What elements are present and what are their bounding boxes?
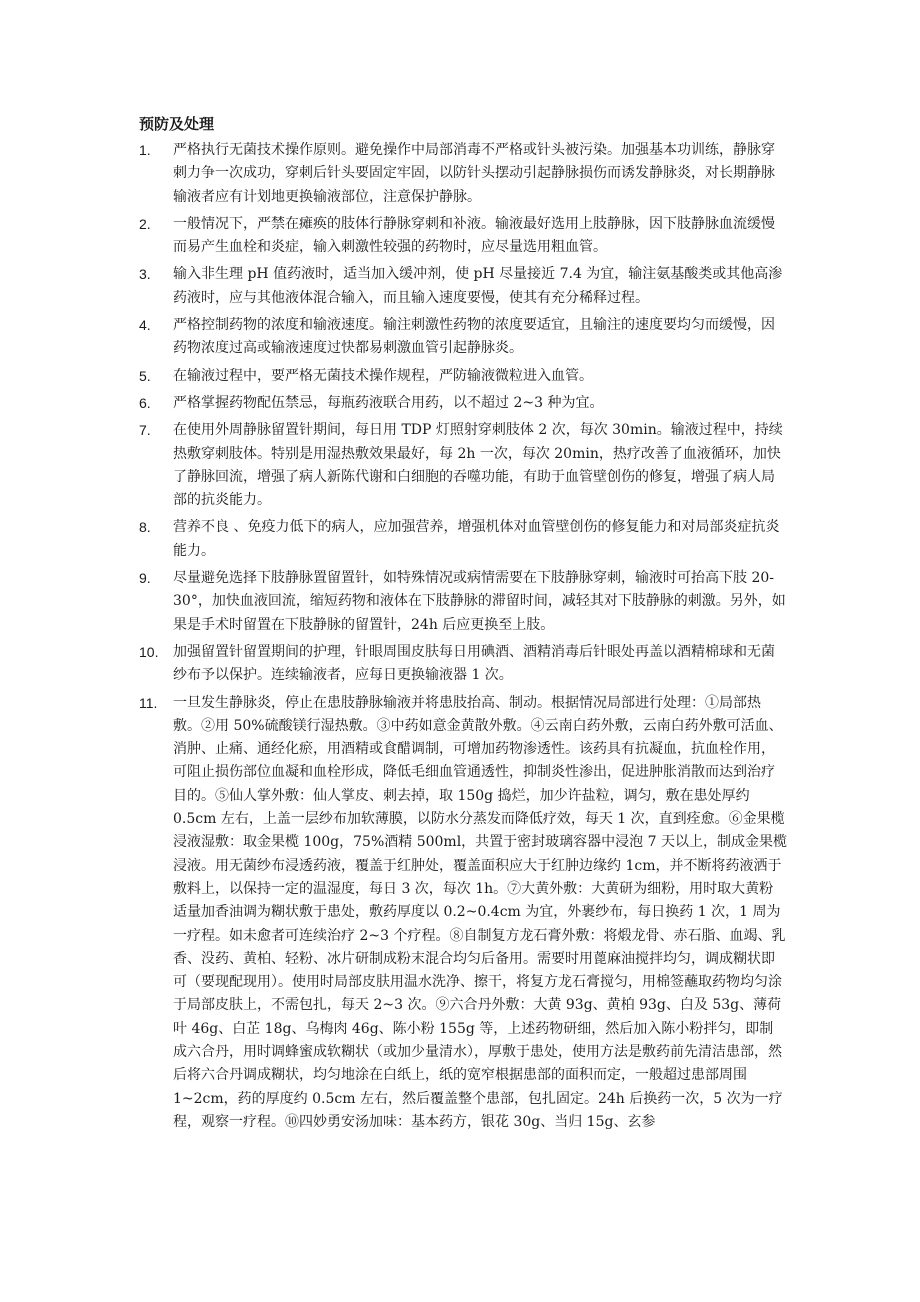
item-number: 3. xyxy=(139,266,151,283)
prevention-list xyxy=(139,139,787,1138)
item-text: 加强留置针留置期间的护理，针眼周围皮肤每日用碘酒、酒精消毒后针眼处再盖以酒精棉球和无菌纱布予以保护。连续输液者，应每日更换输液器 1 次。 xyxy=(173,643,775,684)
list-item xyxy=(139,392,787,415)
list-item xyxy=(139,567,787,637)
item-text: 严格执行无菌技术操作原则。避免操作中局部消毒不严格或针头被污染。加强基本功训练，静脉穿刺力争一次成功，穿刺后针头要固定牢固，以防针头摆动引起静脉损伤而诱发静脉炎，对长期静脉输液者应有计划地更换输液部位，注意保护静脉。 xyxy=(173,142,775,205)
list-item xyxy=(139,139,787,209)
item-text: 一旦发生静脉炎，停止在患肢静脉输液并将患肢抬高、制动。根据情况局部进行处理：①局部热敷。②用 50%硫酸镁行湿热敷。③中药如意金黄散外敷。④云南白药外敷，云南白药外敷可活血、消肿、止痛、通经化瘀，用酒精或食醋调制，可增加药物渗透性。该药具有抗凝血，抗血栓作用，可阻止损伤部位血凝和血栓形成，降低毛细血管通透性，抑制炎性渗出，促进肿胀消散而达到治疗目的。⑤仙人掌外敷：仙人掌皮、刺去掉，取 150g 捣烂，加少许盐粒，调匀，敷在患处厚约 0.5cm 左右，上盖一层纱布加软薄膜，以防水分蒸发而降低疗效，每天 1 次，直到痊愈。⑥金果榄浸液湿敷：取金果榄 100g，75%酒精 500ml，共置于密封玻璃容器中浸泡 7 天以上，制成金果榄浸液。用无菌纱布浸透药液，覆盖于红肿处，覆盖面积应大于红肿边缘约 1cm，并不断将药液洒于敷料上，以保持一定的温湿度，每日 3 次，每次 1h。⑦大黄外敷：大黄研为细粉，用时取大黄粉适量加香油调为糊状敷于患处，敷药厚度以 0.2~0.4cm 为宜，外裹纱布，每日换药 1 次，1 周为一疗程。如未愈者可连续治疗 2~3 个疗程。⑧自制复方龙石膏外敷：将煅龙骨、赤石脂、血竭、乳香、没药、黄柏、轻粉、冰片研制成粉末混合均匀后备用。需要时用蓖麻油搅拌均匀，调成糊状即可（要现配现用）。使用时局部皮肤用温水洗净、擦干，将复方龙石膏搅匀，用棉签蘸取药物均匀涂于局部皮肤上，不需包扎，每天 2~3 次。⑨六合丹外敷：大黄 93g、黄柏 93g、白及 53g、薄荷叶 46g、白芷 18g、乌梅肉 46g、陈小粉 155g 等，上述药物研细，然后加入陈小粉拌匀，即制成六合丹，用时调蜂蜜成软糊状（或加少量清水），厚敷于患处，使用方法是敷药前先清洁患部，然后将六合丹调成糊状，均匀地涂在白纸上，纸的宽窄根据患部的面积而定，一般超过患部周围 1~2cm，药的厚度约 0.5cm 左右，然后覆盖整个患部，包扎固定。24h 后换药一次，5 次为一疗程，观察一疗程。⑩四妙勇安汤加味：基本药方，银花 30g、当归 15g、玄参 xyxy=(173,694,787,1130)
item-number: 9. xyxy=(139,570,151,587)
item-text: 严格掌握药物配伍禁忌，每瓶药液联合用药，以不超过 2~3 种为宜。 xyxy=(173,394,604,411)
item-number: 8. xyxy=(139,519,151,536)
item-text: 在使用外周静脉留置针期间，每日用 TDP 灯照射穿刺肢体 2 次，每次 30min。输液过程中，持续热敷穿刺肢体。特别是用湿热敷效果最好，每 2h 一次，每次 20min，热疗改善了血液循环，加快了静脉回流，增强了病人新陈代谢和白细胞的吞噬功能，有助于血管壁创伤的修复，增强了病人局部的抗炎能力。 xyxy=(173,422,783,509)
list-item xyxy=(139,692,787,1135)
item-text: 在输液过程中，要严格无菌技术操作规程，严防输液微粒进入血管。 xyxy=(173,367,593,384)
item-number: 11. xyxy=(139,694,158,711)
item-number: 1. xyxy=(139,142,151,158)
item-text: 一般情况下，严禁在瘫痪的肢体行静脉穿刺和补液。输液最好选用上肢静脉，因下肢静脉血流缓慢而易产生血栓和炎症，输入刺激性较强的药物时，应尽量选用粗血管。 xyxy=(173,215,775,256)
list-item xyxy=(139,213,787,260)
section-heading: 预防及处理 xyxy=(139,115,215,133)
item-number: 5. xyxy=(139,367,151,384)
item-number: 4. xyxy=(139,317,151,334)
item-text: 输入非生理 pH 值药液时，适当加入缓冲剂，使 pH 尽量接近 7.4 为宜，输注氨基酸类或其他高渗药液时，应与其他液体混合输入，而且输入速度要慢，使其有充分稀释过程。 xyxy=(173,266,783,306)
list-item xyxy=(139,365,787,388)
list-item xyxy=(139,641,787,688)
item-text: 尽量避免选择下肢静脉置留置针，如特殊情况或病情需要在下肢静脉穿刺，输液时可抬高下肢 20-30°，加快血液回流，缩短药物和液体在下肢静脉的滞留时间，减轻其对下肢静脉的刺激。另外，如果是手术时留置在下肢静脉的留置针，24h 后应更换至上肢。 xyxy=(173,570,786,633)
item-number: 2. xyxy=(139,215,151,232)
list-item xyxy=(139,263,787,310)
item-number: 10. xyxy=(139,643,159,660)
item-text: 营养不良 、免疫力低下的病人，应加强营养，增强机体对血管壁创伤的修复能力和对局部炎症抗炎能力。 xyxy=(173,519,780,559)
item-number: 7. xyxy=(139,422,151,439)
item-text: 严格控制药物的浓度和输液速度。输注刺激性药物的浓度要适宜，且输注的速度要均匀而缓慢，因药物浓度过高或输液速度过快都易刺激血管引起静脉炎。 xyxy=(173,317,775,357)
list-item xyxy=(139,419,787,512)
list-item xyxy=(139,516,787,563)
item-number: 6. xyxy=(139,394,151,411)
list-item xyxy=(139,314,787,361)
